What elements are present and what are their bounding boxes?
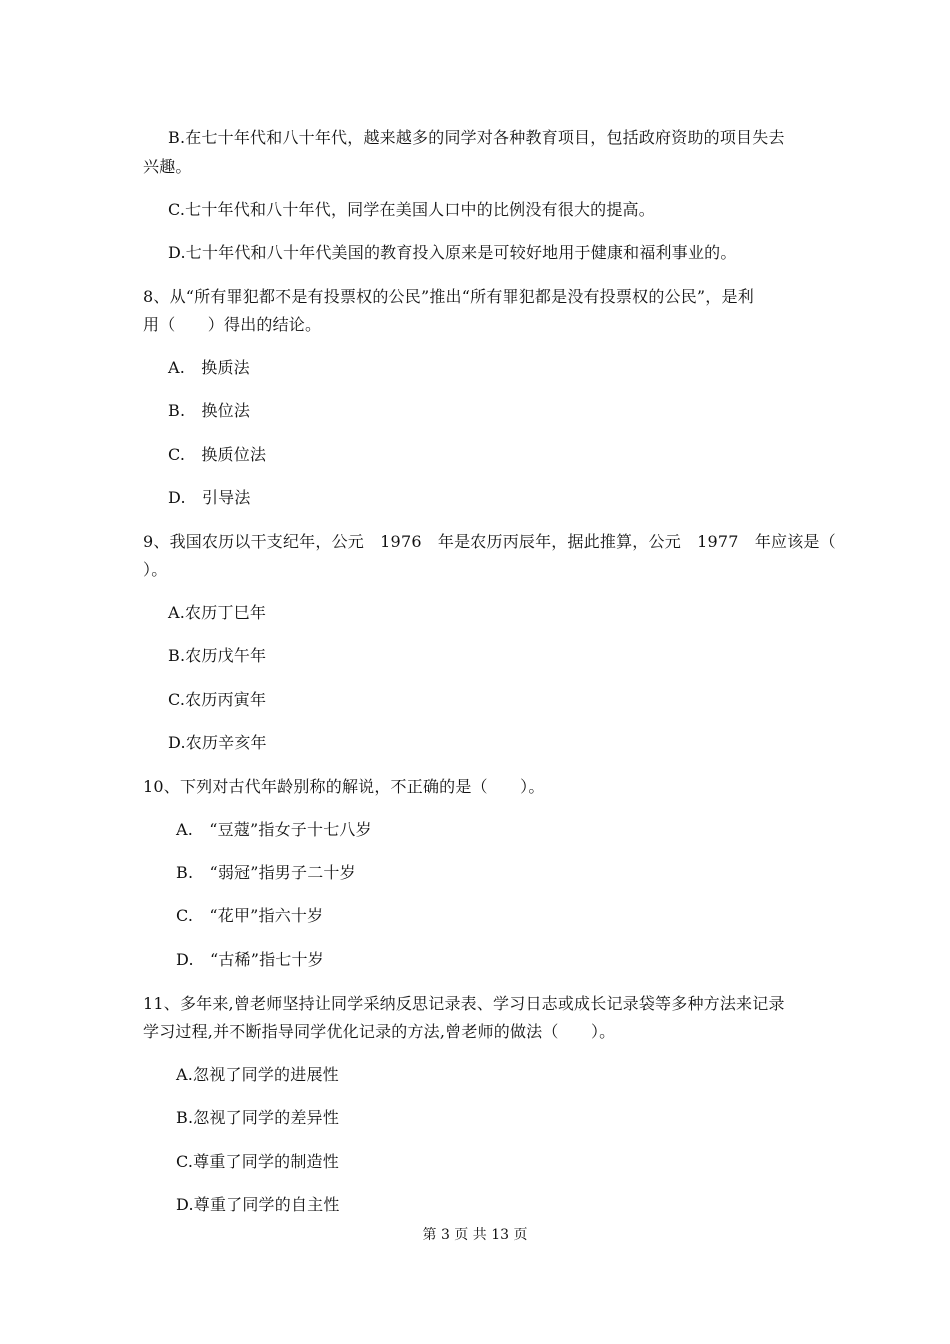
q11-option-c: C.尊重了同学的制造性: [176, 1152, 339, 1171]
q10-stem: 10、下列对古代年龄别称的解说，不正确的是（ ）。: [143, 777, 545, 796]
q9-option-a: A.农历丁巳年: [168, 603, 267, 622]
q11-option-d: D.尊重了同学的自主性: [176, 1195, 340, 1214]
q8-option-a: A. 换质法: [168, 358, 250, 377]
q11-option-a: A.忽视了同学的进展性: [176, 1065, 339, 1084]
q9-stem-line1: 9、我国农历以干支纪年，公元 1976 年是农历丙辰年，据此推算，公元 1977 年应该是（: [143, 532, 836, 551]
q11-stem-line1: 11、多年来,曾老师坚持让同学采纳反思记录表、学习日志或成长记录袋等多种方法来记录: [143, 994, 785, 1013]
prev-option-d: D.七十年代和八十年代美国的教育投入原来是可较好地用于健康和福利事业的。: [168, 243, 737, 262]
q10-option-b: B. “弱冠”指男子二十岁: [176, 863, 356, 882]
q8-option-b: B. 换位法: [168, 401, 251, 420]
q11-option-b: B.忽视了同学的差异性: [176, 1108, 340, 1127]
prev-option-c: C.七十年代和八十年代，同学在美国人口中的比例没有很大的提高。: [168, 200, 655, 219]
q8-stem-line2: 用（ ）得出的结论。: [143, 315, 322, 334]
q9-option-c: C.农历丙寅年: [168, 690, 267, 709]
prev-option-b-line1: B.在七十年代和八十年代，越来越多的同学对各种教育项目，包括政府资助的项目失去: [168, 128, 785, 147]
q9-stem-line2: ）。: [143, 560, 168, 579]
q8-stem-line1: 8、从“所有罪犯都不是有投票权的公民”推出“所有罪犯都是没有投票权的公民”，是利: [143, 287, 754, 306]
q11-stem-line2: 学习过程,并不断指导同学优化记录的方法,曾老师的做法（ ）。: [143, 1022, 616, 1041]
q10-option-a: A. “豆蔻”指女子十七八岁: [176, 820, 372, 839]
prev-option-b-line2: 兴趣。: [143, 157, 192, 176]
q9-option-b: B.农历戊午年: [168, 646, 267, 665]
page-number-footer: 第 3 页 共 13 页: [422, 1227, 528, 1243]
q9-option-d: D.农历辛亥年: [168, 733, 267, 752]
q10-option-d: D. “古稀”指七十岁: [176, 950, 324, 969]
q8-option-c: C. 换质位法: [168, 445, 267, 464]
q10-option-c: C. “花甲”指六十岁: [176, 906, 324, 925]
q8-option-d: D. 引导法: [168, 488, 251, 507]
